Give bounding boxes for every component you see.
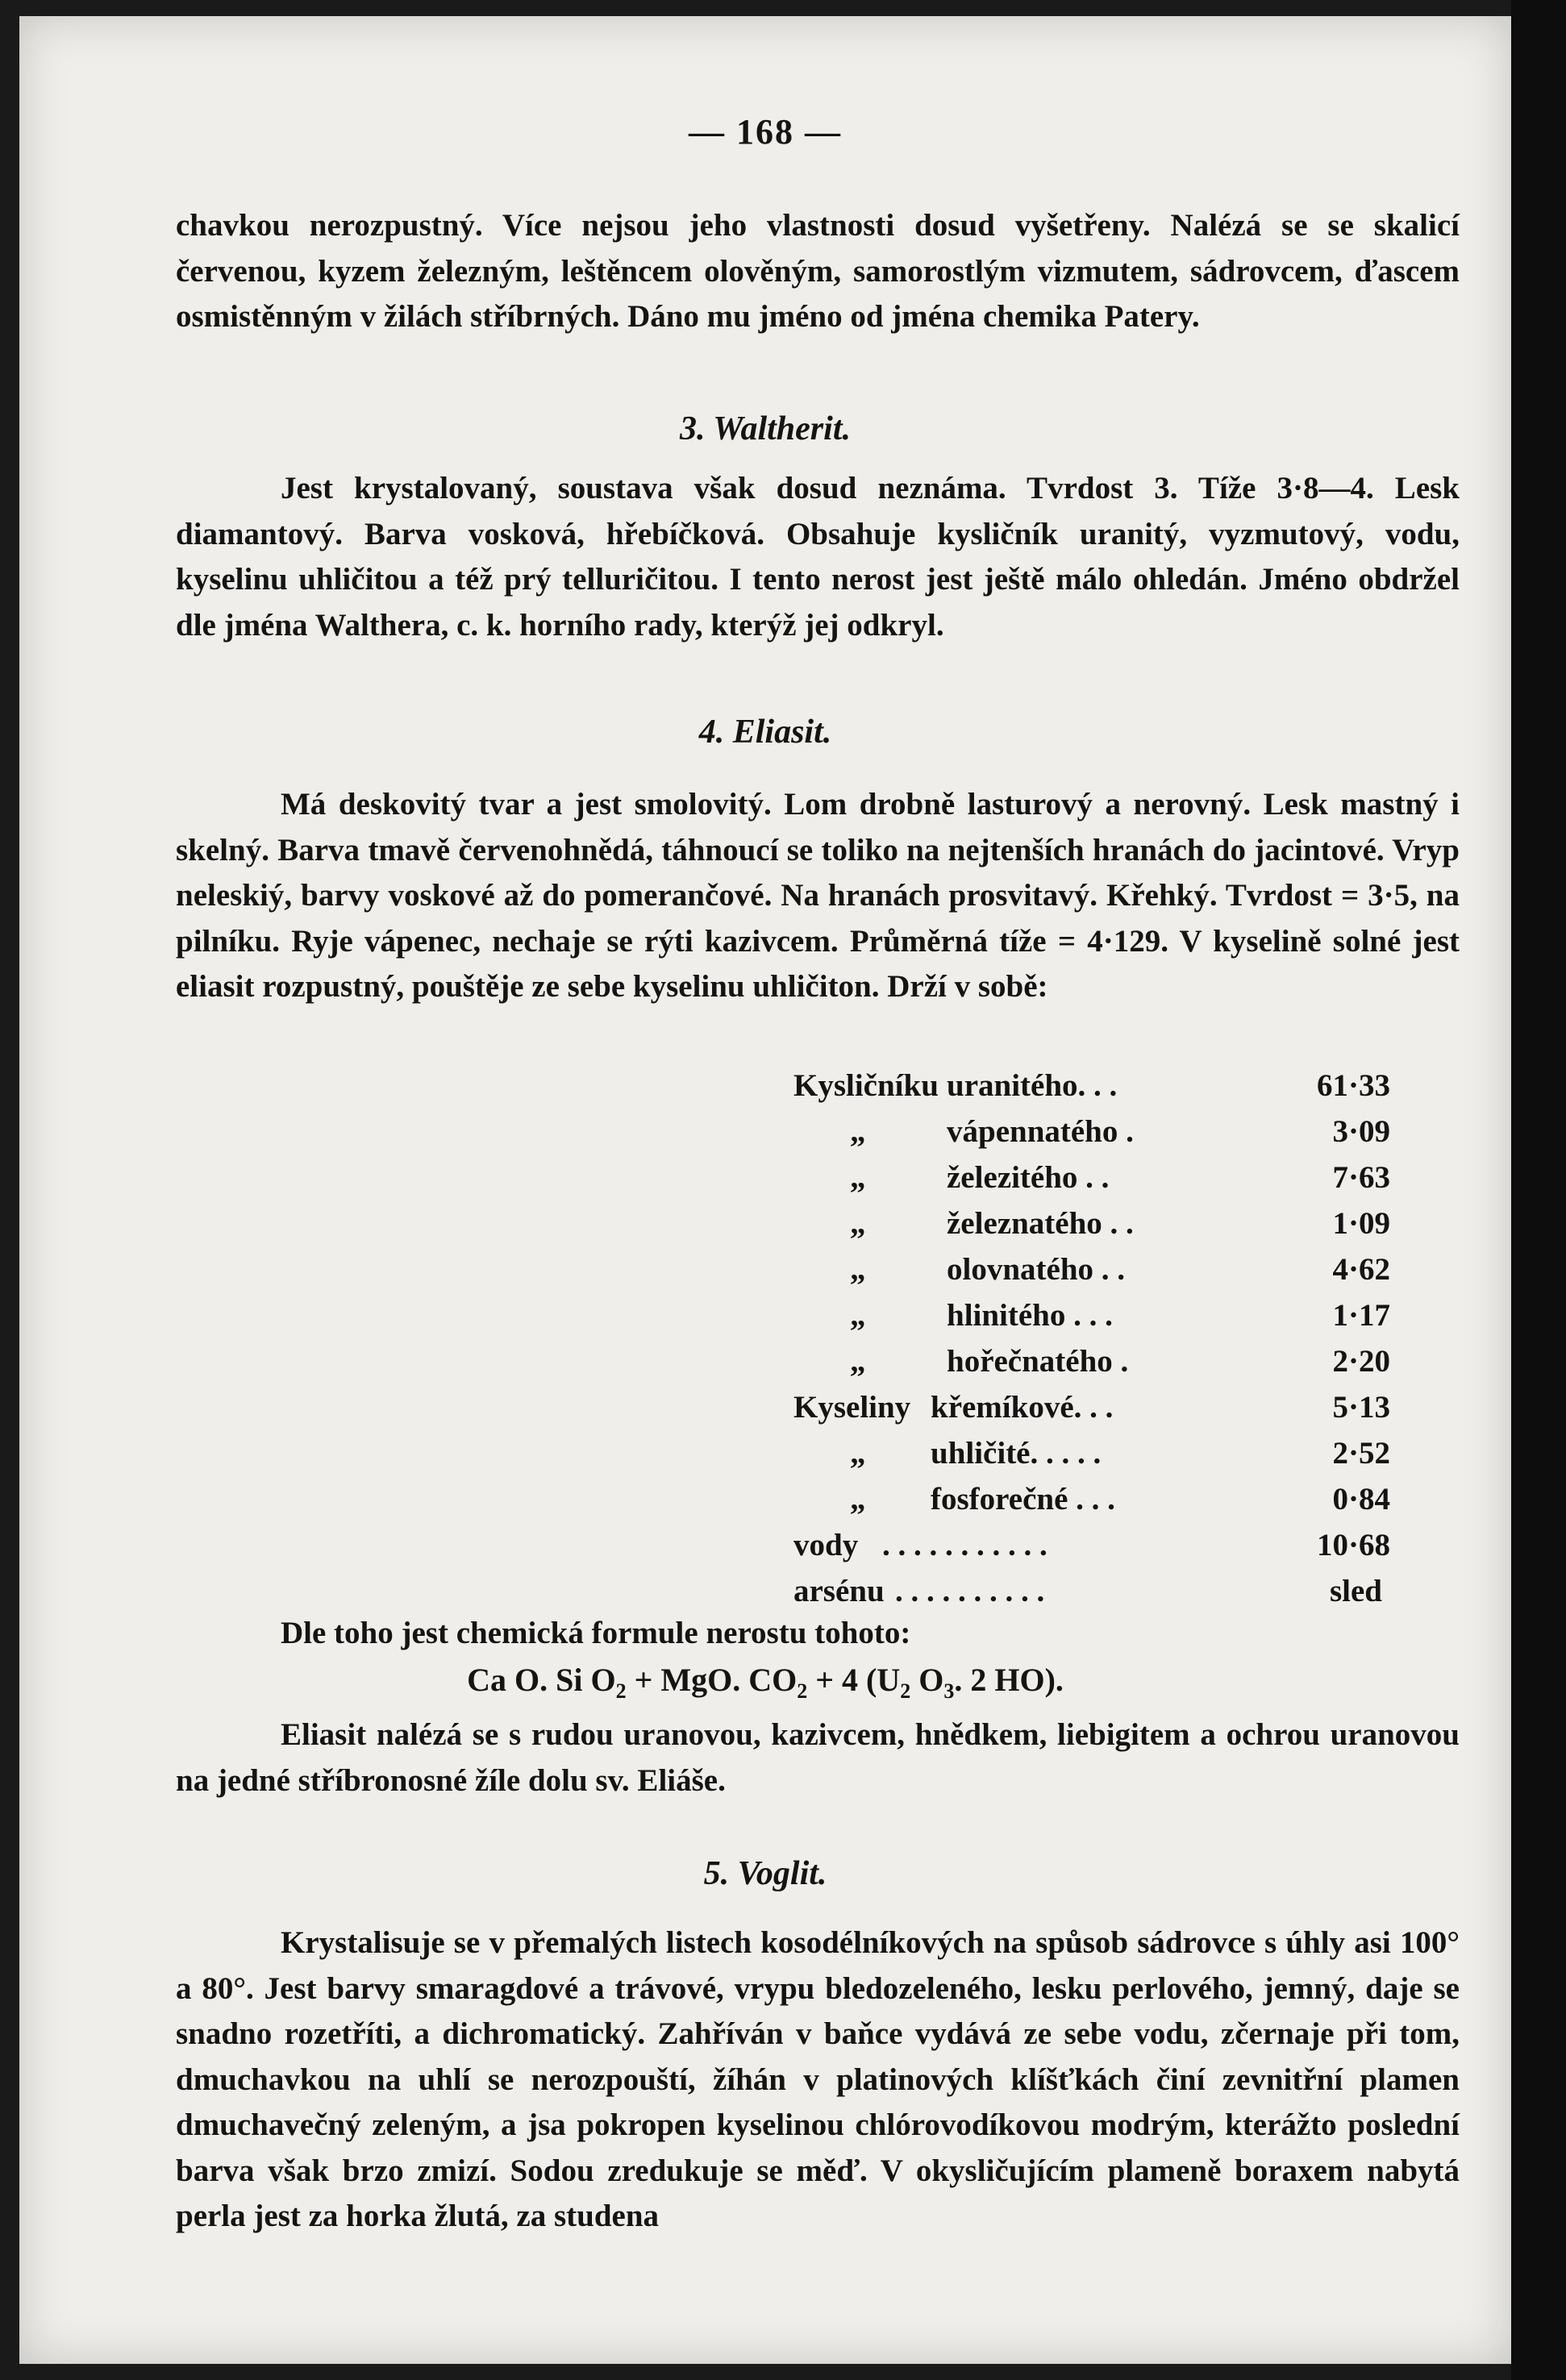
composition-row bbox=[793, 1246, 1390, 1292]
row-sublabel: uhličité. . . . . bbox=[931, 1436, 1102, 1471]
eliasit-occurrence-text: Eliasit nalézá se s rudou uranovou, kazivcem, hnědkem, liebigitem a ochrou uranovou na jedné stříbronosné žíle dolu sv. Eliáše. bbox=[176, 1717, 1460, 1798]
section-title-eliasit: 4. Eliasit. bbox=[698, 714, 832, 751]
row-sublabel: . . . . . . . . . . bbox=[895, 1574, 1045, 1608]
row-label: „ bbox=[850, 1114, 866, 1149]
row-label: Kysličníku bbox=[793, 1068, 939, 1103]
row-value: 3·09 bbox=[1332, 1114, 1390, 1149]
row-label: „ bbox=[850, 1436, 866, 1471]
composition-row bbox=[793, 1338, 1390, 1384]
row-sublabel: hořečnatého . bbox=[947, 1344, 1129, 1379]
formula-part: . 2 HO). bbox=[954, 1662, 1064, 1698]
composition-table bbox=[793, 1063, 1390, 1614]
section-eliasit bbox=[176, 782, 1460, 1010]
section-waltherit bbox=[176, 466, 1460, 648]
page-number: — 168 — bbox=[689, 112, 842, 152]
row-value: 7·63 bbox=[1332, 1160, 1390, 1195]
row-sublabel: železitého . . bbox=[947, 1160, 1110, 1195]
composition-row bbox=[793, 1522, 1390, 1568]
row-value: 2·52 bbox=[1332, 1436, 1390, 1471]
section-voglit bbox=[176, 1920, 1460, 2240]
scan-border bbox=[1511, 0, 1566, 2380]
row-value: 1·09 bbox=[1332, 1206, 1390, 1241]
composition-row bbox=[793, 1063, 1390, 1109]
row-label: „ bbox=[850, 1482, 866, 1517]
row-sublabel: fosforečné . . . bbox=[931, 1482, 1115, 1517]
section-title-waltherit: 3. Waltherit. bbox=[680, 410, 851, 447]
composition-row bbox=[793, 1384, 1390, 1430]
row-label: vody bbox=[793, 1528, 859, 1562]
formula-subscript: 3 bbox=[943, 1679, 955, 1703]
row-label: „ bbox=[850, 1298, 866, 1333]
row-sublabel: uranitého. . . bbox=[947, 1068, 1118, 1103]
row-value: 5·13 bbox=[1332, 1390, 1390, 1425]
paragraph-top bbox=[176, 203, 1460, 340]
section-title-voglit: 5. Voglit. bbox=[703, 1855, 827, 1892]
formula-intro bbox=[176, 1611, 1460, 1657]
row-label: Kyseliny bbox=[793, 1390, 911, 1425]
row-label: arsénu bbox=[793, 1574, 885, 1608]
eliasit-occurrence bbox=[176, 1712, 1460, 1804]
section-eliasit-text: Má deskovitý tvar a jest smolovitý. Lom drobně lasturový a nerovný. Lesk mastný i skelný. Barva tmavě červenohnědá, táhnoucí se toliko na nejtenších hranách do jacintové. Vryp neleskiý, barvy voskové až do pomerančové. Na hranách prosvitavý. Křehký. Tvrdost = 3·5, na pilníku. Ryje vápenec, nechaje se rýti kazivcem. Průměrná tíže = 4·129. V kyselině solné jest eliasit rozpustný, pouštěje ze sebe kyselinu uhličiton. Drží v sobě: bbox=[176, 787, 1460, 1004]
row-label: „ bbox=[850, 1252, 866, 1287]
composition-row bbox=[793, 1568, 1390, 1614]
row-label: „ bbox=[850, 1206, 866, 1241]
row-value: 1·17 bbox=[1332, 1298, 1390, 1333]
composition-row bbox=[793, 1109, 1390, 1155]
row-sublabel: hlinitého . . . bbox=[947, 1298, 1113, 1333]
row-sublabel: vápennatého . bbox=[947, 1114, 1134, 1149]
section-voglit-text: Krystalisuje se v přemalých listech kosodélníkových na spůsob sádrovce s úhly asi 100° a 80°. Jest barvy smaragdové a trávové, vrypu bledozeleného, lesku perlového, jemný, daje se snadno rozetříti, a dichromatický. Zahříván v baňce vydává ze sebe vodu, zčernaje při tom, dmuchavkou na uhlí se nerozpouští, žíhán v platinových klíšťkách činí zevnitřní plamen dmuchavečný zeleným, a jsa pokropen kyselinou chlórovodíkovou modrým, kterážto poslední barva však brzo zmizí. Sodou zredukuje se měď. V okysličujícím plameně boraxem nabytá perla jest za horka žlutá, za studena bbox=[176, 1925, 1460, 2233]
formula-subscript: 2 bbox=[797, 1679, 808, 1703]
composition-row bbox=[793, 1155, 1390, 1200]
composition-row bbox=[793, 1430, 1390, 1476]
composition-row bbox=[793, 1200, 1390, 1246]
row-sublabel: železnatého . . bbox=[947, 1206, 1134, 1241]
composition-row bbox=[793, 1476, 1390, 1522]
row-sublabel: olovnatého . . bbox=[947, 1252, 1126, 1287]
paragraph-top-text: chavkou nerozpustný. Více nejsou jeho vlastnosti dosud vyšetřeny. Nalézá se se skalicí červenou, kyzem železným, leštěncem olověným, samorostlým vizmutem, sádrovcem, ďascem osmistěnným v žilách stříbrných. Dáno mu jméno od jména chemika Patery. bbox=[176, 208, 1460, 334]
formula-intro-text: Dle toho jest chemická formule nerostu tohoto: bbox=[281, 1616, 911, 1650]
row-value: 4·62 bbox=[1332, 1252, 1390, 1287]
formula-part: + MgO. CO bbox=[626, 1662, 798, 1698]
row-label: „ bbox=[850, 1160, 866, 1195]
formula-subscript: 2 bbox=[900, 1679, 911, 1703]
row-value: 2·20 bbox=[1332, 1344, 1390, 1379]
formula-part: O bbox=[910, 1662, 944, 1698]
row-sublabel: . . . . . . . . . . . bbox=[882, 1528, 1047, 1562]
composition-row bbox=[793, 1292, 1390, 1338]
section-waltherit-text: Jest krystalovaný, soustava však dosud neznáma. Tvrdost 3. Tíže 3·8—4. Lesk diamantový. Barva vosková, hřebíčková. Obsahuje kysličník uranitý, vyzmutový, vodu, kyselinu uhličitou a též prý telluričitou. I tento nerost jest ještě málo ohledán. Jméno obdržel dle jména Walthera, c. k. horního rady, kterýž jej odkryl. bbox=[176, 471, 1460, 643]
formula-subscript: 2 bbox=[615, 1679, 627, 1703]
row-value: 61·33 bbox=[1316, 1068, 1390, 1103]
row-value: 10·68 bbox=[1316, 1528, 1390, 1562]
row-value: 0·84 bbox=[1332, 1482, 1390, 1517]
book-page bbox=[19, 16, 1511, 2364]
formula-part: + 4 (U bbox=[807, 1662, 901, 1698]
row-sublabel: křemíkové. . . bbox=[931, 1390, 1114, 1425]
row-label: „ bbox=[850, 1344, 866, 1379]
chemical-formula bbox=[19, 1661, 1511, 1704]
formula-part: Ca O. Si O bbox=[467, 1662, 616, 1698]
row-value: sled bbox=[1329, 1574, 1382, 1608]
